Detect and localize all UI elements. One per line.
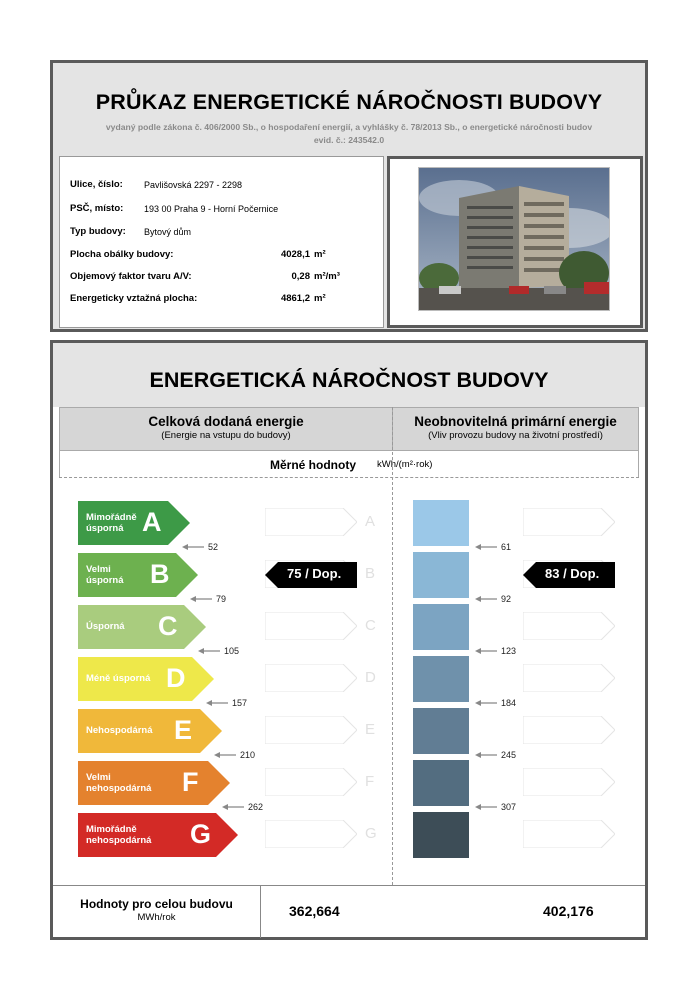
left-ghost-arrow-a <box>265 508 357 541</box>
specific-values-title: Měrné hodnoty <box>270 458 356 472</box>
threshold-arrow-icon <box>475 803 497 811</box>
reference-area-label: Energeticky vztažná plocha: <box>70 293 198 304</box>
certificate-subtitle <box>53 121 645 147</box>
class-letter-g: G <box>190 819 212 849</box>
right-indicator-value: 83 / Dop. <box>545 566 600 581</box>
primary-bar-e <box>413 708 469 754</box>
right-ghost-arrow-f <box>523 768 615 801</box>
left-ghost-arrow-e <box>265 716 357 749</box>
right-ghost-arrow-a <box>523 508 615 541</box>
class-letter-c: C <box>158 611 178 641</box>
class-label-line1: Velmi <box>86 772 111 783</box>
class-arrow-d <box>78 657 214 706</box>
street-value: Pavlišovská 2297 - 2298 <box>144 180 243 190</box>
totals-label: Hodnoty pro celou budovu <box>80 897 233 911</box>
class-label-line2: nehospodárná <box>86 835 152 846</box>
legal-reference: vydaný podle zákona č. 406/2000 Sb., o hospodaření energií, a vyhlášky č. 78/2013 Sb., o energetické náročnosti budov <box>105 122 593 132</box>
energy-performance-box <box>50 340 648 940</box>
ghost-letter-e: E <box>365 721 376 738</box>
certificate-title: PRŮKAZ ENERGETICKÉ NÁROČNOSTI BUDOVY <box>95 90 603 114</box>
certificate-header-box <box>50 60 648 332</box>
left-threshold-value: 52 <box>208 542 219 552</box>
class-label-g <box>86 824 151 846</box>
ghost-letter-g: G <box>365 825 377 842</box>
ghost-letter-c: C <box>365 617 376 634</box>
class-label-line2: úsporná <box>86 575 124 586</box>
left-ghost-arrow-f <box>265 768 357 801</box>
psc-label: PSČ, místo: <box>70 203 124 214</box>
class-label-a <box>86 512 137 534</box>
class-arrow-e <box>78 709 222 758</box>
street-label: Ulice, číslo: <box>70 179 123 190</box>
class-label-e <box>86 725 153 736</box>
delivered-energy-subtitle: (Energie na vstupu do budovy) <box>161 430 291 441</box>
class-letter-e: E <box>174 715 193 745</box>
threshold-arrow-icon <box>475 543 497 551</box>
ghost-letter-f: F <box>365 773 375 790</box>
building-info-panel <box>59 156 384 328</box>
section-title: ENERGETICKÁ NÁROČNOST BUDOVY <box>149 368 549 392</box>
envelope-area-label: Plocha obálky budovy: <box>70 249 174 260</box>
primary-energy-subtitle: (Vliv provozu budovy na životní prostředí) <box>428 430 603 441</box>
class-label-d <box>86 673 150 684</box>
reference-area-value: 4861,2 <box>280 293 310 304</box>
left-indicator-value: 75 / Dop. <box>287 566 342 581</box>
threshold-arrow-icon <box>475 595 497 603</box>
primary-energy-title: Neobnovitelná primární energie <box>414 414 617 429</box>
class-letter-d: D <box>166 663 186 693</box>
threshold-arrow-icon <box>182 543 204 551</box>
class-letter-f: F <box>182 767 199 797</box>
threshold-arrow-icon <box>475 751 497 759</box>
class-label-f <box>86 772 151 794</box>
right-ghost-arrow-g <box>523 820 615 853</box>
shape-factor-unit: m²/m³ <box>314 271 340 282</box>
left-threshold-value: 210 <box>240 750 256 760</box>
threshold-arrow-icon <box>475 699 497 707</box>
energy-scale <box>53 343 645 885</box>
whole-building-totals <box>53 885 645 938</box>
threshold-arrow-icon <box>190 595 212 603</box>
threshold-arrow-icon <box>206 699 228 707</box>
right-ghost-arrow-e <box>523 716 615 749</box>
left-threshold-value: 262 <box>248 802 264 812</box>
threshold-arrow-icon <box>475 647 497 655</box>
right-threshold-value: 307 <box>501 802 517 812</box>
threshold-arrow-icon <box>214 751 236 759</box>
class-letter-b: B <box>150 559 170 589</box>
class-arrow-f <box>78 761 230 810</box>
envelope-area-value: 4028,1 <box>280 249 310 260</box>
class-label-line1: Méně úsporná <box>86 673 151 684</box>
class-label-c <box>86 621 125 632</box>
threshold-arrow-icon <box>198 647 220 655</box>
primary-bar-g <box>413 812 469 858</box>
totals-label-cell <box>53 886 261 938</box>
psc-value: 193 00 Praha 9 - Horní Počernice <box>144 204 279 214</box>
class-arrow-a <box>78 501 190 550</box>
class-arrow-c <box>78 605 206 654</box>
right-ghost-arrow-d <box>523 664 615 697</box>
building-photo <box>418 167 610 311</box>
class-letter-a: A <box>142 507 162 537</box>
building-type-label: Typ budovy: <box>70 226 126 237</box>
ghost-letter-a: A <box>365 513 376 530</box>
building-type-value: Bytový dům <box>144 227 192 237</box>
class-label-line1: Velmi <box>86 564 111 575</box>
right-threshold-value: 61 <box>501 542 512 552</box>
right-threshold-value: 92 <box>501 594 512 604</box>
right-threshold-value: 184 <box>501 698 517 708</box>
left-threshold-value: 105 <box>224 646 240 656</box>
envelope-area-unit: m² <box>314 249 326 260</box>
left-threshold-value: 157 <box>232 698 248 708</box>
class-label-line2: nehospodárná <box>86 783 152 794</box>
total-delivered-energy: 362,664 <box>289 903 340 919</box>
class-arrow-b <box>78 553 198 602</box>
threshold-arrow-icon <box>222 803 244 811</box>
right-class-indicator <box>523 562 615 593</box>
primary-bar-f <box>413 760 469 806</box>
shape-factor-label: Objemový faktor tvaru A/V: <box>70 271 192 282</box>
ghost-letter-b: B <box>365 565 376 582</box>
class-label-line2: úsporná <box>86 523 124 534</box>
building-photo-frame <box>387 156 643 328</box>
left-class-indicator <box>265 562 357 593</box>
right-threshold-value: 245 <box>501 750 517 760</box>
shape-factor-value: 0,28 <box>291 271 310 282</box>
right-ghost-arrow-c <box>523 612 615 645</box>
left-ghost-arrow-d <box>265 664 357 697</box>
class-label-line1: Mimořádně <box>86 824 137 835</box>
class-label-line1: Mimořádně <box>86 512 137 523</box>
ghost-letter-d: D <box>365 669 376 686</box>
left-ghost-arrow-c <box>265 612 357 645</box>
primary-bar-a <box>413 500 469 546</box>
right-threshold-value: 123 <box>501 646 517 656</box>
primary-bar-c <box>413 604 469 650</box>
specific-values-unit: kWh/(m²·rok) <box>377 459 433 470</box>
primary-bar-b <box>413 552 469 598</box>
totals-unit: MWh/rok <box>137 912 176 923</box>
class-arrow-g <box>78 813 238 862</box>
class-label-b <box>86 564 123 586</box>
class-label-line1: Úsporná <box>86 621 125 632</box>
total-primary-energy: 402,176 <box>543 903 594 919</box>
registration-number: evid. č.: 243542.0 <box>313 135 385 145</box>
left-ghost-arrow-g <box>265 820 357 853</box>
class-label-line1: Nehospodárná <box>86 725 153 736</box>
primary-bar-d <box>413 656 469 702</box>
left-threshold-value: 79 <box>216 594 227 604</box>
reference-area-unit: m² <box>314 293 326 304</box>
delivered-energy-title: Celková dodaná energie <box>148 414 304 429</box>
